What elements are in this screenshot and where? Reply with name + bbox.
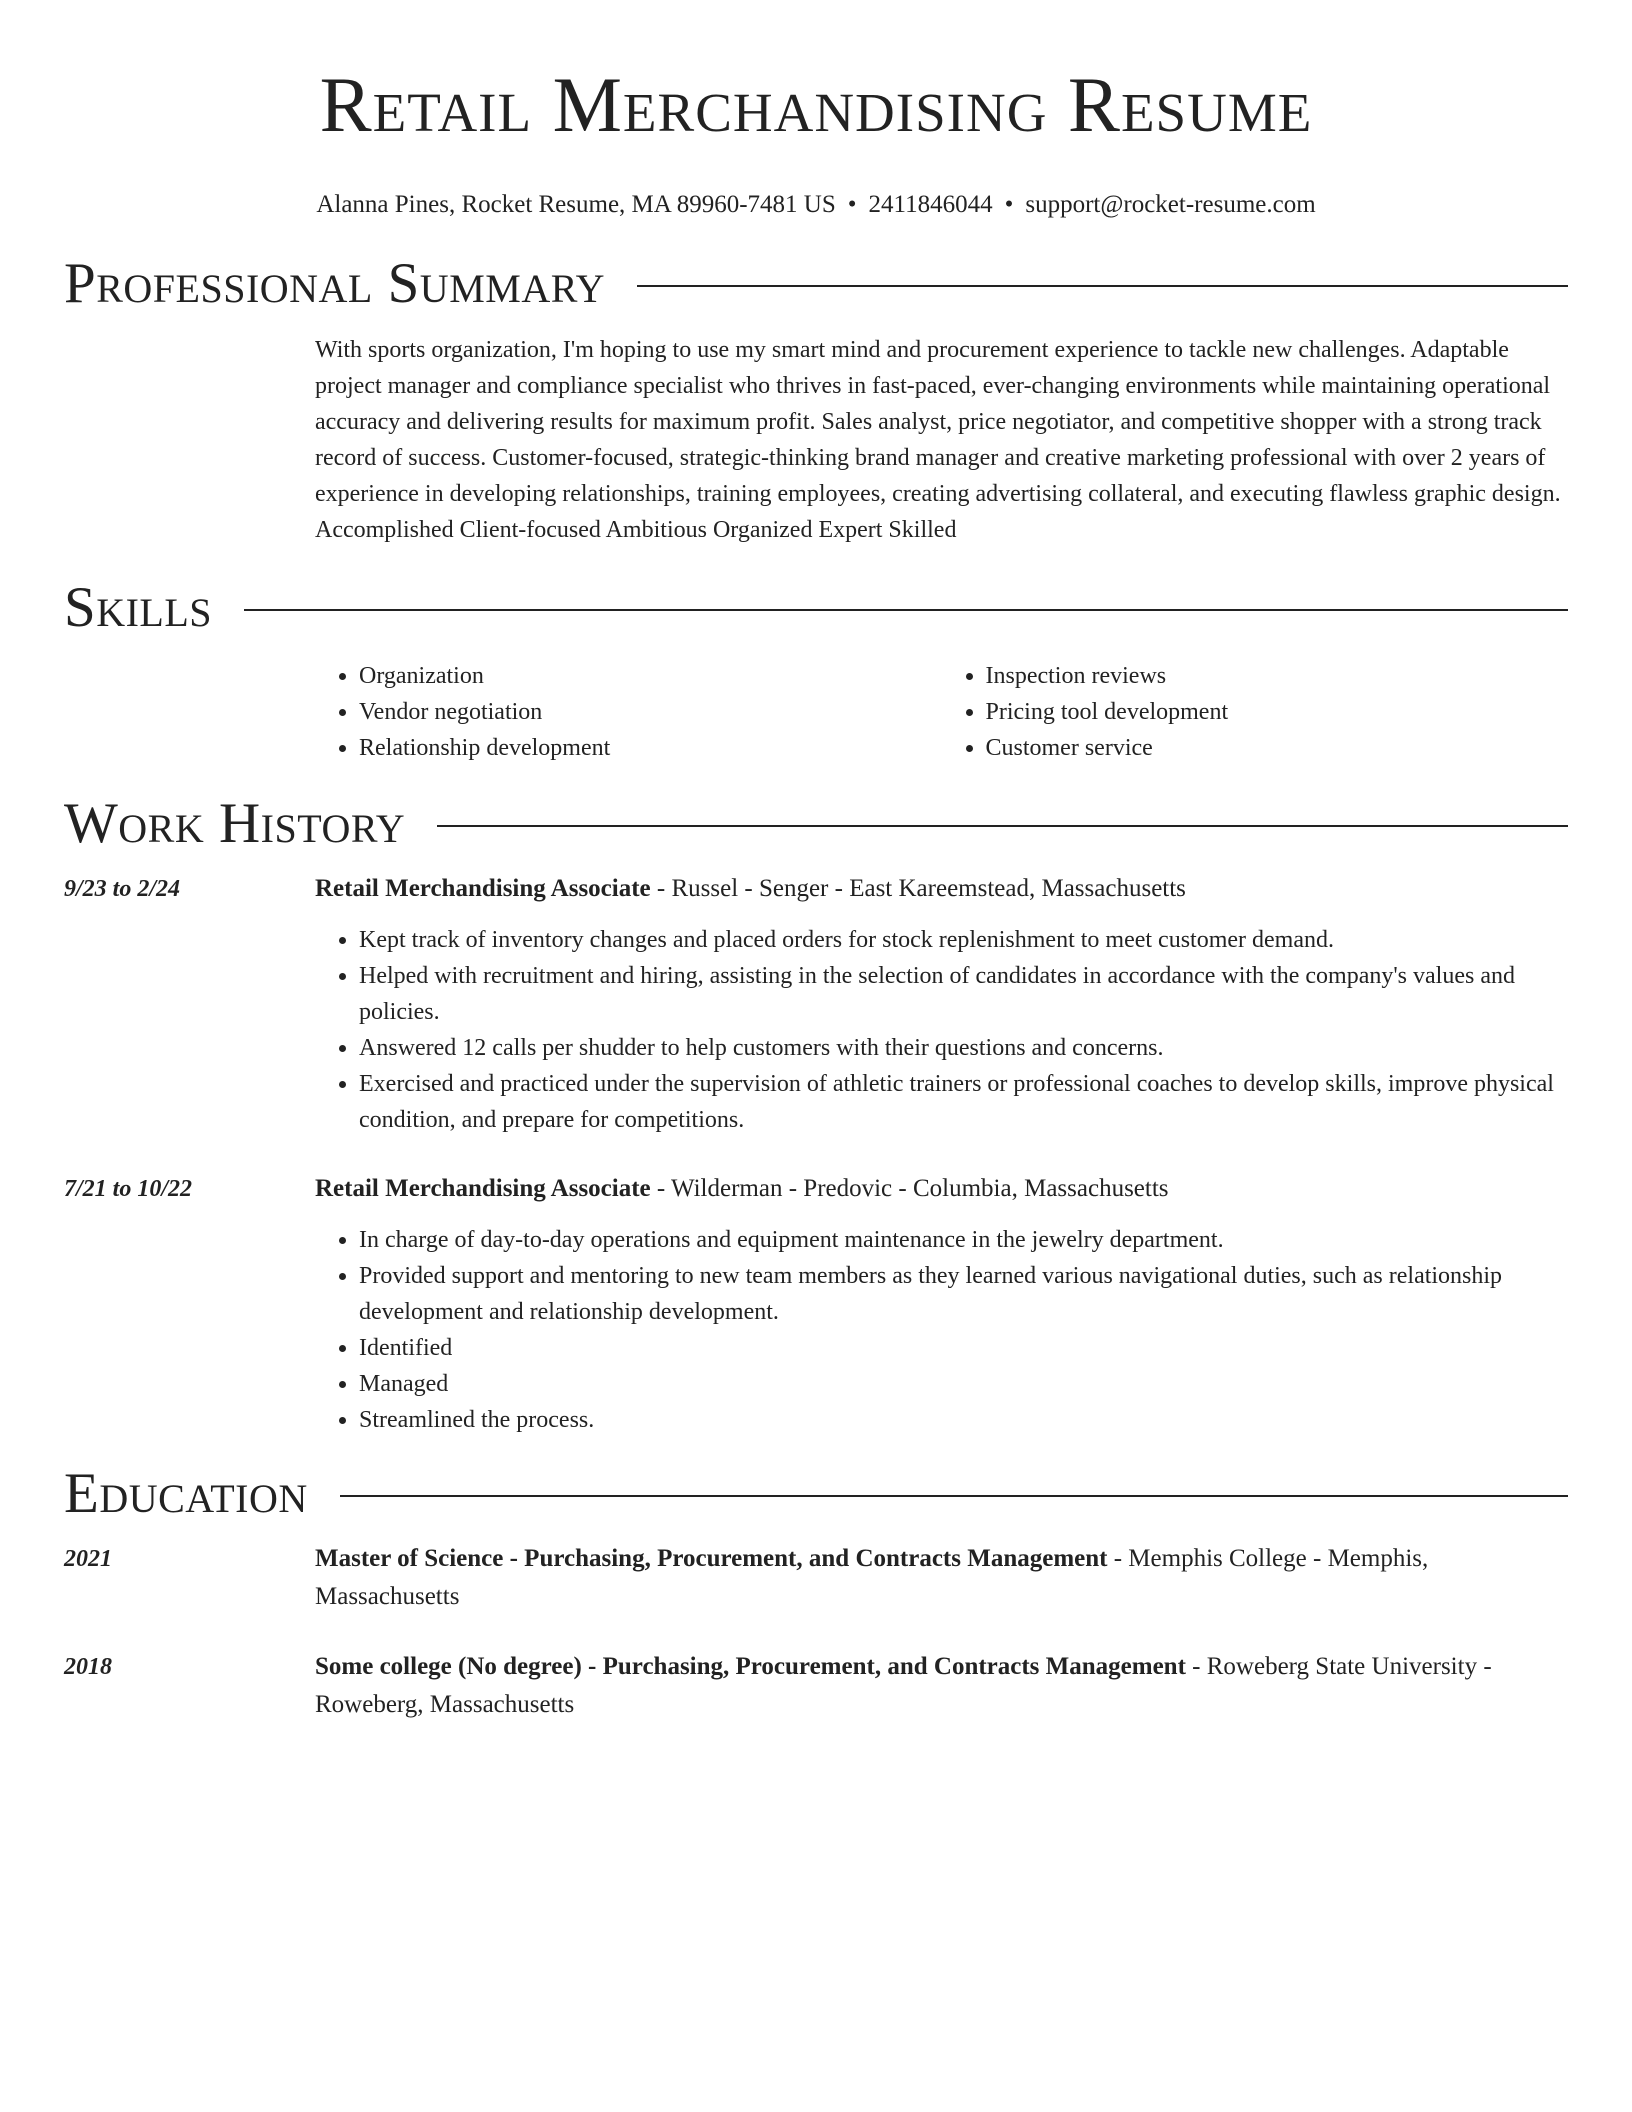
education-entry bbox=[64, 1540, 1568, 1616]
education-headline bbox=[315, 1540, 1568, 1616]
skills-section-header bbox=[64, 576, 1568, 640]
skills-column-left bbox=[315, 658, 942, 766]
skill-item: • Pricing tool development bbox=[986, 694, 1569, 730]
job-title: Retail Merchandising Associate bbox=[315, 1175, 651, 1202]
summary-heading: Professional Summary bbox=[64, 252, 606, 315]
contact-address: Alanna Pines, Rocket Resume, MA 89960-7481 US bbox=[316, 191, 836, 218]
job-bullet: • Helped with recruitment and hiring, assisting in the selection of candidates in accordance with the company's values and policies. bbox=[359, 958, 1568, 1030]
job-headline bbox=[315, 1170, 1568, 1208]
skills-column-right bbox=[942, 658, 1569, 766]
education-date: 2021 bbox=[64, 1546, 112, 1572]
work-section-header bbox=[64, 792, 1568, 856]
summary-section-header bbox=[64, 252, 1568, 316]
job-entry bbox=[64, 870, 1568, 1138]
job-bullet: • In charge of day-to-day operations and equipment maintenance in the jewelry department. bbox=[359, 1222, 1568, 1258]
skill-item: • Customer service bbox=[986, 730, 1569, 766]
job-bullet: • Identified bbox=[359, 1330, 1568, 1366]
job-bullet: • Managed bbox=[359, 1366, 1568, 1402]
summary-text: With sports organization, I'm hoping to use my smart mind and procurement experience to tackle new challenges. Adaptable project manager and compliance specialist who thrives in fast-paced, ever-changing environments while maintaining operational accuracy and delivering results for maximum profit. Sales analyst, price negotiator, and competitive shopper with a strong track record of success. Customer-focused, strategic-thinking brand manager and creative marketing professional with over 2 years of experience in developing relationships, training employees, creating advertising collateral, and executing flawless graphic design. Accomplished Client-focused Ambitious Organized Expert Skilled bbox=[315, 337, 1561, 543]
education-degree: Some college (No degree) - Purchasing, Procurement, and Contracts Management bbox=[315, 1653, 1186, 1680]
education-section-header bbox=[64, 1462, 1568, 1526]
job-company: - Russel - Senger - East Kareemstead, Massachusetts bbox=[650, 875, 1186, 902]
job-bullet: • Kept track of inventory changes and placed orders for stock replenishment to meet customer demand. bbox=[359, 922, 1568, 958]
job-date: 7/21 to 10/22 bbox=[64, 1176, 193, 1202]
job-bullet: • Answered 12 calls per shudder to help customers with their questions and concerns. bbox=[359, 1030, 1568, 1066]
job-headline bbox=[315, 870, 1568, 908]
job-bullet: • Exercised and practiced under the supervision of athletic trainers or professional coaches to develop skills, improve physical condition, and prepare for competitions. bbox=[359, 1066, 1568, 1138]
job-company: - Wilderman - Predovic - Columbia, Massachusetts bbox=[650, 1175, 1169, 1202]
skill-item: • Vendor negotiation bbox=[359, 694, 942, 730]
education-entry bbox=[64, 1648, 1568, 1724]
section-divider bbox=[437, 825, 1568, 827]
section-divider bbox=[637, 285, 1568, 287]
resume-title: Retail Merchandising Resume bbox=[319, 61, 1313, 148]
job-bullet: • Provided support and mentoring to new team members as they learned various navigational duties, such as relationship development and relationship development. bbox=[359, 1258, 1568, 1330]
skills-heading: Skills bbox=[64, 576, 213, 639]
skill-item: • Relationship development bbox=[359, 730, 942, 766]
skill-item: • Organization bbox=[359, 658, 942, 694]
contact-phone: 2411846044 bbox=[868, 191, 993, 218]
job-bullets bbox=[315, 1222, 1568, 1438]
contact-line bbox=[64, 190, 1568, 220]
job-date: 9/23 to 2/24 bbox=[64, 876, 181, 902]
skills-list bbox=[315, 658, 1568, 766]
skill-item: • Inspection reviews bbox=[986, 658, 1569, 694]
education-degree: Master of Science - Purchasing, Procurement, and Contracts Management bbox=[315, 1545, 1108, 1572]
education-school: - Memphis College - Memphis, Massachusetts bbox=[315, 1545, 1429, 1610]
education-date: 2018 bbox=[64, 1654, 112, 1680]
education-school: - Roweberg State University - Roweberg, Massachusetts bbox=[315, 1653, 1492, 1718]
work-heading: Work History bbox=[64, 792, 406, 855]
contact-separator: • bbox=[847, 191, 857, 218]
job-bullet: • Streamlined the process. bbox=[359, 1402, 1568, 1438]
job-entry bbox=[64, 1170, 1568, 1438]
education-heading: Education bbox=[64, 1462, 308, 1525]
section-divider bbox=[340, 1495, 1568, 1497]
contact-separator: • bbox=[1004, 191, 1014, 218]
section-divider bbox=[244, 609, 1568, 611]
job-title: Retail Merchandising Associate bbox=[315, 875, 651, 902]
job-bullets bbox=[315, 922, 1568, 1138]
education-headline bbox=[315, 1648, 1568, 1724]
contact-email: support@rocket-resume.com bbox=[1025, 191, 1316, 218]
